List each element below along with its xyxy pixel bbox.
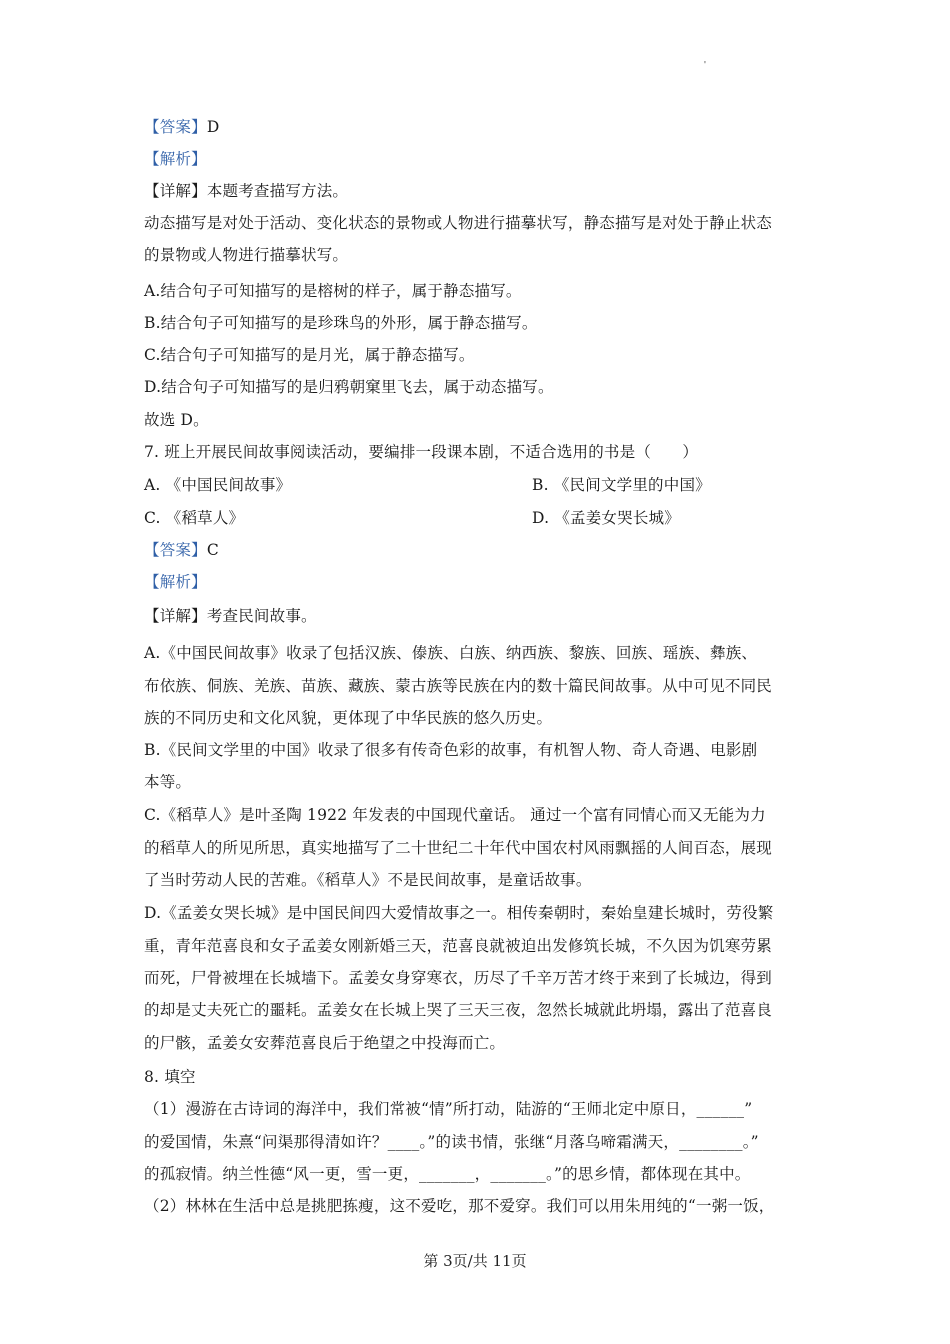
analysis-label-q7 (144, 572, 824, 592)
detail-label-q7 (144, 606, 824, 626)
analysis-tag: 【解析】 (144, 573, 207, 591)
paragraph-line: 本等。 (144, 773, 192, 791)
detail-tag: 【详解】 (144, 182, 207, 200)
paragraph-line: 的却是丈夫死亡的噩耗。孟姜女在长城上哭了三天三夜，忽然长城就此坍塌，露出了范喜良 (144, 1001, 773, 1019)
paragraph-line: D.结合句子可知描写的是归鸦朝窠里飞去，属于动态描写。 (144, 378, 554, 396)
answer-label-q7 (144, 540, 824, 560)
option-d: D. 《孟姜女哭长城》 (532, 509, 680, 527)
option-b: B. 《民间文学里的中国》 (532, 476, 711, 494)
question-7-options-row-2 (144, 508, 824, 528)
paragraph-line: 的孤寂情。纳兰性德“风一更，雪一更，_______，_______。”的思乡情，都体现在其中。 (144, 1165, 751, 1183)
paragraph-line: D.《孟姜女哭长城》是中国民间四大爱情故事之一。相传秦朝时，秦始皇建长城时，劳役繁 (144, 904, 774, 922)
paragraph-line: 的尸骸，孟姜女安葬范喜良后于绝望之中投海而亡。 (144, 1034, 506, 1052)
analysis-tag: 【解析】 (144, 150, 207, 168)
paragraph-line: B.《民间文学里的中国》收录了很多有传奇色彩的故事，有机智人物、奇人奇遇、电影剧 (144, 741, 758, 759)
paragraph-line: C.结合句子可知描写的是月光，属于静态描写。 (144, 346, 475, 364)
answer-tag: 【答案】 (144, 541, 207, 559)
paragraph-line: （1）漫游在古诗词的海洋中，我们常被“情”所打动，陆游的“王师北定中原日，______” (144, 1100, 753, 1118)
paragraph-line: 重，青年范喜良和女子孟姜女刚新婚三天，范喜良就被迫出发修筑长城，不久因为饥寒劳累 (144, 937, 773, 955)
answer-value: C (206, 541, 219, 559)
paragraph-line: B.结合句子可知描写的是珍珠鸟的外形，属于静态描写。 (144, 314, 538, 332)
paragraph-line: A.结合句子可知描写的是榕树的样子，属于静态描写。 (144, 282, 522, 300)
paragraph-line: 的稻草人的所见所思，真实地描写了二十世纪二十年代中国农村风雨飘摇的人间百态，展现 (144, 839, 773, 857)
paragraph-line: 的爱国情，朱熹“问渠那得清如许？____。”的读书情，张继“月落乌啼霜满天，________。” (144, 1133, 759, 1151)
question-7-options-row-1 (144, 475, 824, 495)
detail-label-q6 (144, 181, 824, 201)
page-footer: 第 3页/共 11页 (423, 1252, 527, 1270)
detail-text: 考查民间故事。 (206, 607, 317, 625)
paragraph-line: 族的不同历史和文化风貌，更体现了中华民族的悠久历史。 (144, 709, 553, 727)
top-mark: ' (704, 60, 706, 71)
detail-text: 本题考查描写方法。 (206, 182, 349, 200)
question-8-title: 8. 填空 (144, 1068, 196, 1086)
answer-tag: 【答案】 (144, 118, 207, 136)
paragraph-line: 布依族、侗族、羌族、苗族、藏族、蒙古族等民族在内的数十篇民间故事。从中可见不同民 (144, 677, 773, 695)
question-7-stem: 7. 班上开展民间故事阅读活动，要编排一段课本剧，不适合选用的书是（ ） (144, 443, 699, 461)
paragraph-line: C.《稻草人》是叶圣陶 1922 年发表的中国现代童话。 通过一个富有同情心而又无能为力 (144, 806, 766, 824)
paragraph-line: 了当时劳动人民的苦难。《稻草人》不是民间故事，是童话故事。 (144, 871, 592, 889)
paragraph-line: 动态描写是对处于活动、变化状态的景物或人物进行描摹状写，静态描写是对处于静止状态 (144, 214, 773, 232)
paragraph-line: 而死，尸骨被埋在长城墙下。孟姜女身穿寒衣，历尽了千辛万苦才终于来到了长城边，得到 (144, 969, 773, 987)
paragraph-line: 故选 D。 (144, 411, 209, 429)
answer-value: D (206, 118, 220, 136)
option-c: C. 《稻草人》 (144, 509, 245, 527)
analysis-label-q6 (144, 149, 824, 169)
paragraph-line: （2）林林在生活中总是挑肥拣瘦，这不爱吃，那不爱穿。我们可以用朱用纯的“一粥一饭， (144, 1197, 775, 1215)
paragraph-line: A.《中国民间故事》收录了包括汉族、傣族、白族、纳西族、黎族、回族、瑶族、彝族、 (144, 644, 758, 662)
option-a: A. 《中国民间故事》 (144, 476, 292, 494)
answer-label-q6 (144, 117, 824, 137)
paragraph-line: 的景物或人物进行描摹状写。 (144, 246, 349, 264)
detail-tag: 【详解】 (144, 607, 207, 625)
